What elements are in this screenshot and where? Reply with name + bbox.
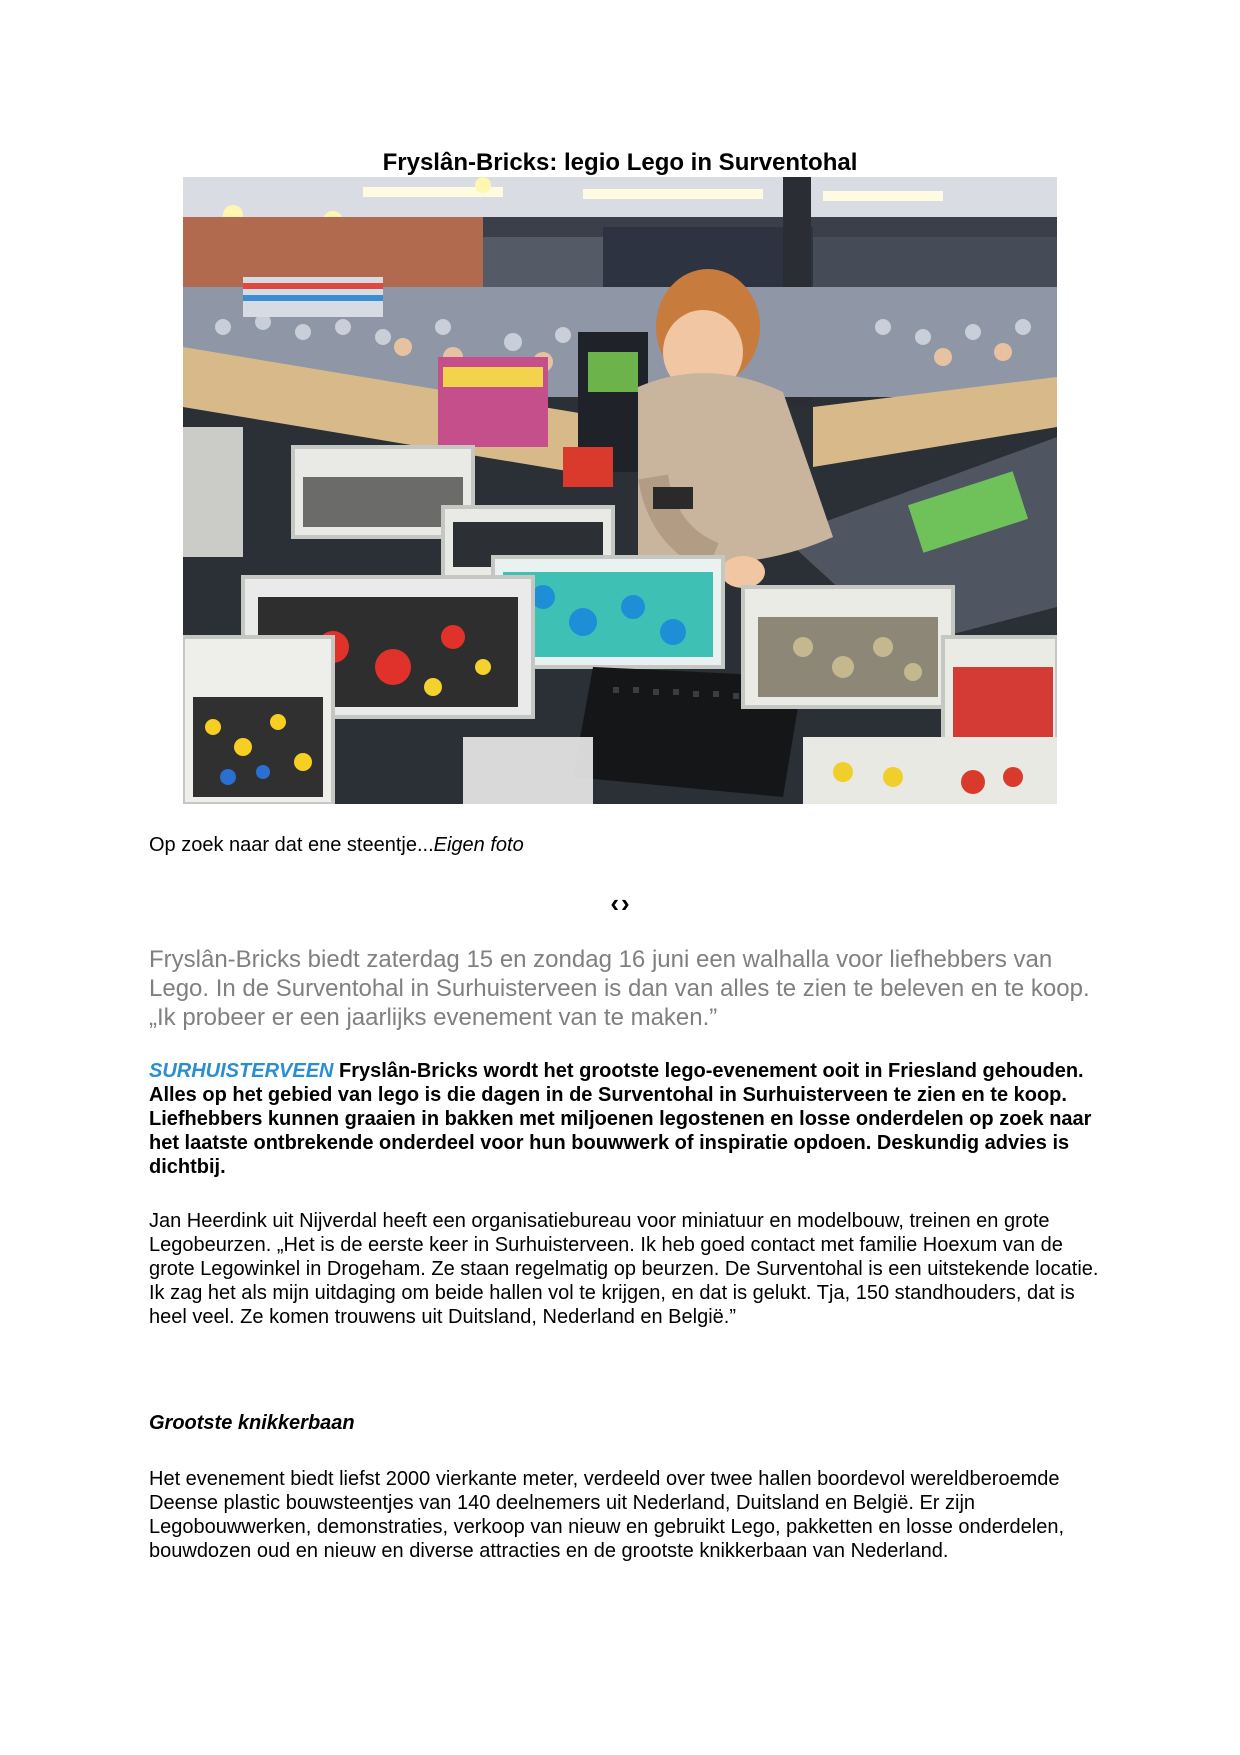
article-title: Fryslân-Bricks: legio Lego in Surventohal xyxy=(382,149,858,176)
gallery-nav xyxy=(598,888,642,918)
body-paragraph-1: Jan Heerdink uit Nijverdal heeft een organisatiebureau voor miniatuur en modelbouw, treinen en grote Legobeurzen. „Het is de eerste keer in Surhuisterveen. Ik heb goed contact met familie Hoexum van de grote Legowinkel in Drogeham. Ze staan regelmatig op beurzen. De Surventohal is een uitstekende locatie. Ik zag het als mijn uitdaging om beide hallen vol te krijgen, en dat is gelukt. Tja, 150 standhouders, dat is heel veel. Ze komen trouwens uit Duitsland, Nederland en België.” xyxy=(149,1210,1099,1328)
chevron-right-icon[interactable]: › xyxy=(621,888,630,918)
lego-fair-photo-illustration xyxy=(183,177,1057,804)
body-paragraph-2: Het evenement biedt liefst 2000 vierkante meter, verdeeld over twee hallen boordevol wereldberoemde Deense plastic bouwsteentjes van 140 deelnemers uit Nederland, Duitsland en België. Er zijn Legobouwwerken, demonstraties, verkoop van nieuw en gebruikt Lego, pakketten en losse onderdelen, bouwdozen oud en nieuw en diverse attracties en de grootste knikkerbaan van Nederland. xyxy=(149,1468,1065,1562)
caption-text: Op zoek naar dat ene steentje... xyxy=(149,834,434,856)
photo-caption xyxy=(149,833,524,857)
photo-credit: Eigen foto xyxy=(433,834,524,856)
intro-text: Fryslân-Bricks wordt het grootste lego-evenement ooit in Friesland gehouden. Alles op het gebied van lego is die dagen in de Surventohal in Surhuisterveen te zien en te koop. Liefhebbers kunnen graaien in bakken met miljoenen legostenen en losse onderdelen op zoek naar het laatste ontbrekende onderdeel voor hun bouwwerk of inspiratie opdoen. Deskundig advies is dichtbij. xyxy=(149,1060,1092,1178)
article-intro xyxy=(149,1059,1099,1179)
dateline: SURHUISTERVEEN xyxy=(149,1060,334,1082)
article-photo xyxy=(183,177,1057,804)
chevron-left-icon[interactable]: ‹ xyxy=(610,888,619,918)
section-subheading: Grootste knikkerbaan xyxy=(149,1412,355,1434)
article-lead: Fryslân-Bricks biedt zaterdag 15 en zondag 16 juni een walhalla voor liefhebbers van Lego. In de Surventohal in Surhuisterveen is dan van alles te zien te beleven en te koop. „Ik probeer er een jaarlijks evenement van te maken.” xyxy=(149,946,1090,1031)
